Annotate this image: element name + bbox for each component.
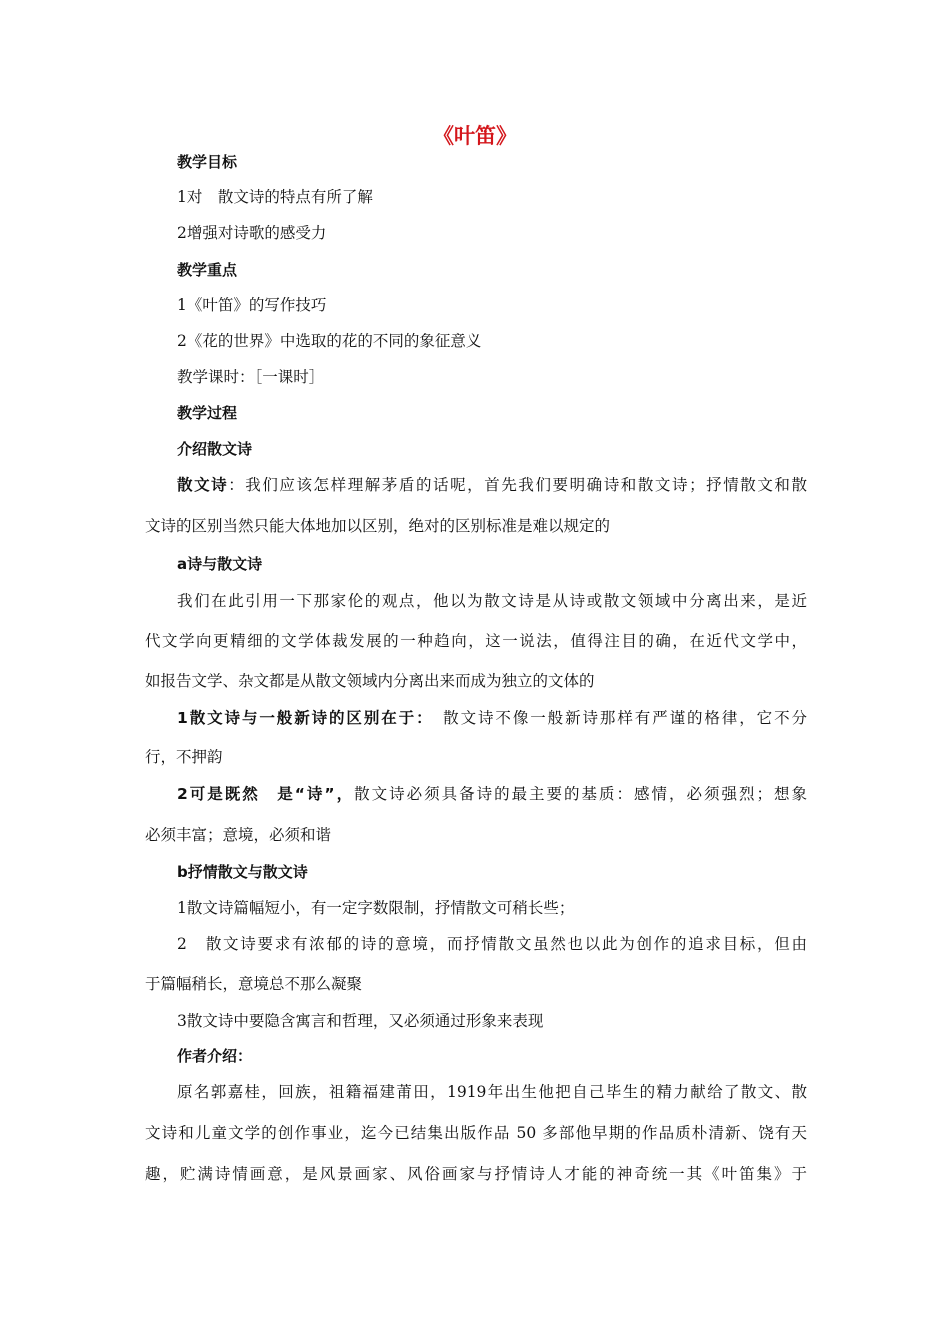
goal-item-2: 2增强对诗歌的感受力 (177, 224, 327, 242)
process-heading: 教学过程 (177, 404, 238, 422)
focus-heading: 教学重点 (177, 261, 238, 279)
section-b-item-2-line1: 2 散文诗要求有浓郁的诗的意境，而抒情散文虽然也以此为创作的追求目标，但由 (177, 935, 807, 953)
class-period: 教学课时：［一课时］ (177, 368, 325, 386)
author-line-3: 趣，贮满诗情画意，是风景画家、风俗画家与抒情诗人才能的神奇统一其《叶笛集》于 (145, 1165, 807, 1183)
section-b-item-1: 1散文诗篇幅短小，有一定字数限制，抒情散文可稍长些； (177, 899, 575, 917)
section-a-heading: a诗与散文诗 (177, 555, 263, 573)
document-title: 《叶笛》 (433, 124, 517, 148)
section-b-item-3: 3散文诗中要隐含寓言和哲理，又必须通过形象来表现 (177, 1012, 544, 1030)
prose-poem-text-1: ：我们应该怎样理解茅盾的话呢，首先我们要明确诗和散文诗；抒情散文和散 (228, 476, 807, 494)
prose-poem-line-1 (177, 474, 807, 496)
section-a-para3-line2: 必须丰富；意境，必须和谐 (145, 826, 332, 844)
section-a-para3-text: 散文诗必须具备诗的最主要的基质：感情，必须强烈；想象 (354, 785, 807, 803)
goals-heading: 教学目标 (177, 153, 238, 171)
goal-item-1: 1对 散文诗的特点有所了解 (177, 188, 373, 206)
section-b-heading: b抒情散文与散文诗 (177, 863, 308, 881)
focus-item-1: 1《叶笛》的写作技巧 (177, 296, 327, 314)
section-a-para2-bold: 1散文诗与一般新诗的区别在于： (177, 709, 426, 727)
section-a-para3-line1 (177, 783, 807, 805)
focus-item-2: 2《花的世界》中选取的花的不同的象征意义 (177, 332, 482, 350)
section-a-para1-line3: 如报告文学、杂文都是从散文领域内分离出来而成为独立的文体的 (145, 672, 595, 690)
section-a-para1-line1: 我们在此引用一下那家伦的观点，他以为散文诗是从诗或散文领域中分离出来，是近 (177, 592, 807, 610)
section-a-para2-line1 (177, 707, 807, 729)
section-a-para2-text: 散文诗不像一般新诗那样有严谨的格律，它不分 (425, 709, 807, 727)
author-line-2: 文诗和儿童文学的创作事业，迄今已结集出版作品 50 多部他早期的作品质朴清新、饶有天 (145, 1124, 807, 1142)
author-heading: 作者介绍： (177, 1047, 253, 1065)
section-a-para2-line2: 行，不押韵 (145, 748, 223, 766)
intro-heading: 介绍散文诗 (177, 440, 253, 458)
author-line-1: 原名郭嘉桂，回族，祖籍福建莆田，1919年出生他把自己毕生的精力献给了散文、散 (177, 1083, 807, 1101)
prose-poem-line-2: 文诗的区别当然只能大体地加以区别，绝对的区别标准是难以规定的 (145, 517, 611, 535)
section-b-item-2-line2: 于篇幅稍长，意境总不那么凝聚 (145, 975, 363, 993)
section-a-para3-bold: 2可是既然 是“诗”， (177, 785, 355, 803)
prose-poem-label: 散文诗 (177, 476, 229, 494)
section-a-para1-line2: 代文学向更精细的文学体裁发展的一种趋向，这一说法，值得注目的确，在近代文学中， (145, 632, 807, 650)
